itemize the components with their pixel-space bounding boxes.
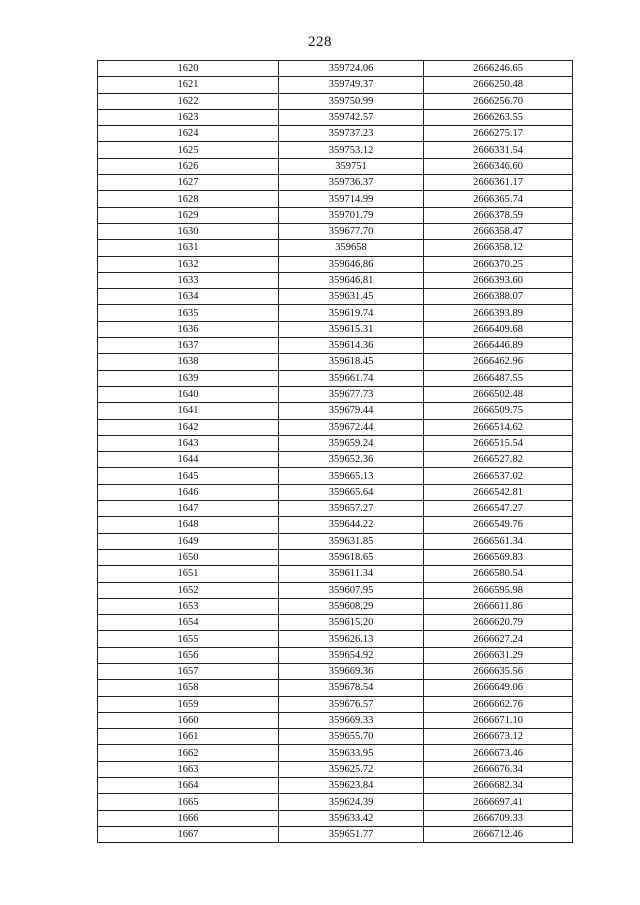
point-number-cell: 1652 — [98, 582, 279, 598]
y-coordinate-cell: 2666635.56 — [424, 663, 573, 679]
point-number-cell: 1623 — [98, 109, 279, 125]
y-coordinate-cell: 2666676.34 — [424, 761, 573, 777]
y-coordinate-cell: 2666682.34 — [424, 778, 573, 794]
table-row — [98, 647, 573, 663]
y-coordinate-cell: 2666358.12 — [424, 240, 573, 256]
table-row — [98, 729, 573, 745]
y-coordinate-cell: 2666611.86 — [424, 598, 573, 614]
table-row — [98, 452, 573, 468]
table-row — [98, 680, 573, 696]
x-coordinate-cell: 359659.24 — [279, 435, 424, 451]
table-row — [98, 761, 573, 777]
point-number-cell: 1625 — [98, 142, 279, 158]
point-number-cell: 1655 — [98, 631, 279, 647]
y-coordinate-cell: 2666527.82 — [424, 452, 573, 468]
x-coordinate-cell: 359677.70 — [279, 223, 424, 239]
point-number-cell: 1626 — [98, 158, 279, 174]
y-coordinate-cell: 2666446.89 — [424, 338, 573, 354]
point-number-cell: 1665 — [98, 794, 279, 810]
point-number-cell: 1664 — [98, 778, 279, 794]
x-coordinate-cell: 359665.64 — [279, 484, 424, 500]
table-row — [98, 403, 573, 419]
y-coordinate-cell: 2666649.06 — [424, 680, 573, 696]
table-row — [98, 272, 573, 288]
x-coordinate-cell: 359611.34 — [279, 566, 424, 582]
x-coordinate-cell: 359626.13 — [279, 631, 424, 647]
table-row — [98, 582, 573, 598]
x-coordinate-cell: 359750.99 — [279, 93, 424, 109]
y-coordinate-cell: 2666256.70 — [424, 93, 573, 109]
y-coordinate-cell: 2666712.46 — [424, 826, 573, 842]
x-coordinate-cell: 359608.29 — [279, 598, 424, 614]
x-coordinate-cell: 359749.37 — [279, 77, 424, 93]
y-coordinate-cell: 2666393.89 — [424, 305, 573, 321]
x-coordinate-cell: 359633.95 — [279, 745, 424, 761]
y-coordinate-cell: 2666595.98 — [424, 582, 573, 598]
point-number-cell: 1666 — [98, 810, 279, 826]
x-coordinate-cell: 359614.36 — [279, 338, 424, 354]
point-number-cell: 1657 — [98, 663, 279, 679]
x-coordinate-cell: 359724.06 — [279, 61, 424, 77]
x-coordinate-cell: 359676.57 — [279, 696, 424, 712]
table-row — [98, 778, 573, 794]
table-row — [98, 745, 573, 761]
y-coordinate-cell: 2666537.02 — [424, 468, 573, 484]
x-coordinate-cell: 359737.23 — [279, 126, 424, 142]
table-row — [98, 223, 573, 239]
table-row — [98, 126, 573, 142]
x-coordinate-cell: 359714.99 — [279, 191, 424, 207]
point-number-cell: 1663 — [98, 761, 279, 777]
point-number-cell: 1638 — [98, 354, 279, 370]
x-coordinate-cell: 359651.77 — [279, 826, 424, 842]
point-number-cell: 1656 — [98, 647, 279, 663]
x-coordinate-cell: 359753.12 — [279, 142, 424, 158]
table-row — [98, 61, 573, 77]
y-coordinate-cell: 2666502.48 — [424, 386, 573, 402]
table-row — [98, 566, 573, 582]
table-row — [98, 549, 573, 565]
x-coordinate-cell: 359644.22 — [279, 517, 424, 533]
y-coordinate-cell: 2666515.54 — [424, 435, 573, 451]
table-row — [98, 191, 573, 207]
point-number-cell: 1627 — [98, 175, 279, 191]
point-number-cell: 1642 — [98, 419, 279, 435]
x-coordinate-cell: 359607.95 — [279, 582, 424, 598]
point-number-cell: 1635 — [98, 305, 279, 321]
x-coordinate-cell: 359742.57 — [279, 109, 424, 125]
point-number-cell: 1646 — [98, 484, 279, 500]
x-coordinate-cell: 359736.37 — [279, 175, 424, 191]
point-number-cell: 1628 — [98, 191, 279, 207]
x-coordinate-cell: 359646.86 — [279, 256, 424, 272]
point-number-cell: 1645 — [98, 468, 279, 484]
x-coordinate-cell: 359615.31 — [279, 321, 424, 337]
table-row — [98, 158, 573, 174]
table-row — [98, 207, 573, 223]
point-number-cell: 1651 — [98, 566, 279, 582]
point-number-cell: 1647 — [98, 501, 279, 517]
table-row — [98, 419, 573, 435]
x-coordinate-cell: 359633.42 — [279, 810, 424, 826]
x-coordinate-cell: 359669.36 — [279, 663, 424, 679]
point-number-cell: 1637 — [98, 338, 279, 354]
y-coordinate-cell: 2666673.12 — [424, 729, 573, 745]
table-row — [98, 93, 573, 109]
y-coordinate-cell: 2666697.41 — [424, 794, 573, 810]
point-number-cell: 1648 — [98, 517, 279, 533]
point-number-cell: 1620 — [98, 61, 279, 77]
point-number-cell: 1654 — [98, 615, 279, 631]
y-coordinate-cell: 2666569.83 — [424, 549, 573, 565]
y-coordinate-cell: 2666662.76 — [424, 696, 573, 712]
point-number-cell: 1643 — [98, 435, 279, 451]
point-number-cell: 1653 — [98, 598, 279, 614]
point-number-cell: 1630 — [98, 223, 279, 239]
table-row — [98, 386, 573, 402]
table-row — [98, 468, 573, 484]
table-row — [98, 142, 573, 158]
y-coordinate-cell: 2666547.27 — [424, 501, 573, 517]
point-number-cell: 1661 — [98, 729, 279, 745]
point-number-cell: 1659 — [98, 696, 279, 712]
x-coordinate-cell: 359658 — [279, 240, 424, 256]
table-row — [98, 338, 573, 354]
y-coordinate-cell: 2666331.54 — [424, 142, 573, 158]
point-number-cell: 1629 — [98, 207, 279, 223]
y-coordinate-cell: 2666358.47 — [424, 223, 573, 239]
y-coordinate-cell: 2666378.59 — [424, 207, 573, 223]
point-number-cell: 1622 — [98, 93, 279, 109]
x-coordinate-cell: 359625.72 — [279, 761, 424, 777]
y-coordinate-cell: 2666514.62 — [424, 419, 573, 435]
point-number-cell: 1667 — [98, 826, 279, 842]
table-row — [98, 289, 573, 305]
y-coordinate-cell: 2666561.34 — [424, 533, 573, 549]
coordinate-table — [97, 60, 573, 843]
y-coordinate-cell: 2666549.76 — [424, 517, 573, 533]
x-coordinate-cell: 359652.36 — [279, 452, 424, 468]
y-coordinate-cell: 2666542.81 — [424, 484, 573, 500]
y-coordinate-cell: 2666393.60 — [424, 272, 573, 288]
y-coordinate-cell: 2666631.29 — [424, 647, 573, 663]
y-coordinate-cell: 2666365.74 — [424, 191, 573, 207]
x-coordinate-cell: 359672.44 — [279, 419, 424, 435]
table-row — [98, 109, 573, 125]
y-coordinate-cell: 2666246.65 — [424, 61, 573, 77]
x-coordinate-cell: 359678.54 — [279, 680, 424, 696]
x-coordinate-cell: 359619.74 — [279, 305, 424, 321]
y-coordinate-cell: 2666361.17 — [424, 175, 573, 191]
table-row — [98, 240, 573, 256]
table-row — [98, 826, 573, 842]
table-row — [98, 435, 573, 451]
point-number-cell: 1634 — [98, 289, 279, 305]
x-coordinate-cell: 359631.85 — [279, 533, 424, 549]
x-coordinate-cell: 359654.92 — [279, 647, 424, 663]
x-coordinate-cell: 359679.44 — [279, 403, 424, 419]
y-coordinate-cell: 2666620.79 — [424, 615, 573, 631]
table-row — [98, 631, 573, 647]
x-coordinate-cell: 359623.84 — [279, 778, 424, 794]
point-number-cell: 1658 — [98, 680, 279, 696]
y-coordinate-cell: 2666627.24 — [424, 631, 573, 647]
y-coordinate-cell: 2666370.25 — [424, 256, 573, 272]
table-row — [98, 501, 573, 517]
table-row — [98, 175, 573, 191]
table-row — [98, 663, 573, 679]
table-row — [98, 517, 573, 533]
x-coordinate-cell: 359657.27 — [279, 501, 424, 517]
table-row — [98, 354, 573, 370]
x-coordinate-cell: 359631.45 — [279, 289, 424, 305]
coordinate-table-body — [98, 61, 573, 843]
point-number-cell: 1621 — [98, 77, 279, 93]
point-number-cell: 1660 — [98, 712, 279, 728]
y-coordinate-cell: 2666263.55 — [424, 109, 573, 125]
x-coordinate-cell: 359661.74 — [279, 370, 424, 386]
table-row — [98, 615, 573, 631]
x-coordinate-cell: 359677.73 — [279, 386, 424, 402]
point-number-cell: 1640 — [98, 386, 279, 402]
x-coordinate-cell: 359751 — [279, 158, 424, 174]
page-number: 228 — [308, 34, 332, 50]
x-coordinate-cell: 359665.13 — [279, 468, 424, 484]
y-coordinate-cell: 2666409.68 — [424, 321, 573, 337]
point-number-cell: 1632 — [98, 256, 279, 272]
x-coordinate-cell: 359615.20 — [279, 615, 424, 631]
table-row — [98, 77, 573, 93]
x-coordinate-cell: 359655.70 — [279, 729, 424, 745]
table-row — [98, 712, 573, 728]
y-coordinate-cell: 2666580.54 — [424, 566, 573, 582]
table-row — [98, 484, 573, 500]
point-number-cell: 1649 — [98, 533, 279, 549]
point-number-cell: 1633 — [98, 272, 279, 288]
x-coordinate-cell: 359618.65 — [279, 549, 424, 565]
x-coordinate-cell: 359669.33 — [279, 712, 424, 728]
table-row — [98, 696, 573, 712]
point-number-cell: 1636 — [98, 321, 279, 337]
point-number-cell: 1639 — [98, 370, 279, 386]
x-coordinate-cell: 359646.81 — [279, 272, 424, 288]
y-coordinate-cell: 2666250.48 — [424, 77, 573, 93]
table-row — [98, 305, 573, 321]
y-coordinate-cell: 2666346.60 — [424, 158, 573, 174]
x-coordinate-cell: 359618.45 — [279, 354, 424, 370]
point-number-cell: 1650 — [98, 549, 279, 565]
table-row — [98, 810, 573, 826]
point-number-cell: 1631 — [98, 240, 279, 256]
y-coordinate-cell: 2666462.96 — [424, 354, 573, 370]
x-coordinate-cell: 359624.39 — [279, 794, 424, 810]
point-number-cell: 1662 — [98, 745, 279, 761]
table-row — [98, 794, 573, 810]
table-row — [98, 533, 573, 549]
table-row — [98, 370, 573, 386]
y-coordinate-cell: 2666509.75 — [424, 403, 573, 419]
table-row — [98, 321, 573, 337]
y-coordinate-cell: 2666671.10 — [424, 712, 573, 728]
y-coordinate-cell: 2666388.07 — [424, 289, 573, 305]
point-number-cell: 1641 — [98, 403, 279, 419]
point-number-cell: 1644 — [98, 452, 279, 468]
y-coordinate-cell: 2666709.33 — [424, 810, 573, 826]
point-number-cell: 1624 — [98, 126, 279, 142]
y-coordinate-cell: 2666275.17 — [424, 126, 573, 142]
y-coordinate-cell: 2666487.55 — [424, 370, 573, 386]
y-coordinate-cell: 2666673.46 — [424, 745, 573, 761]
x-coordinate-cell: 359701.79 — [279, 207, 424, 223]
table-row — [98, 256, 573, 272]
table-row — [98, 598, 573, 614]
